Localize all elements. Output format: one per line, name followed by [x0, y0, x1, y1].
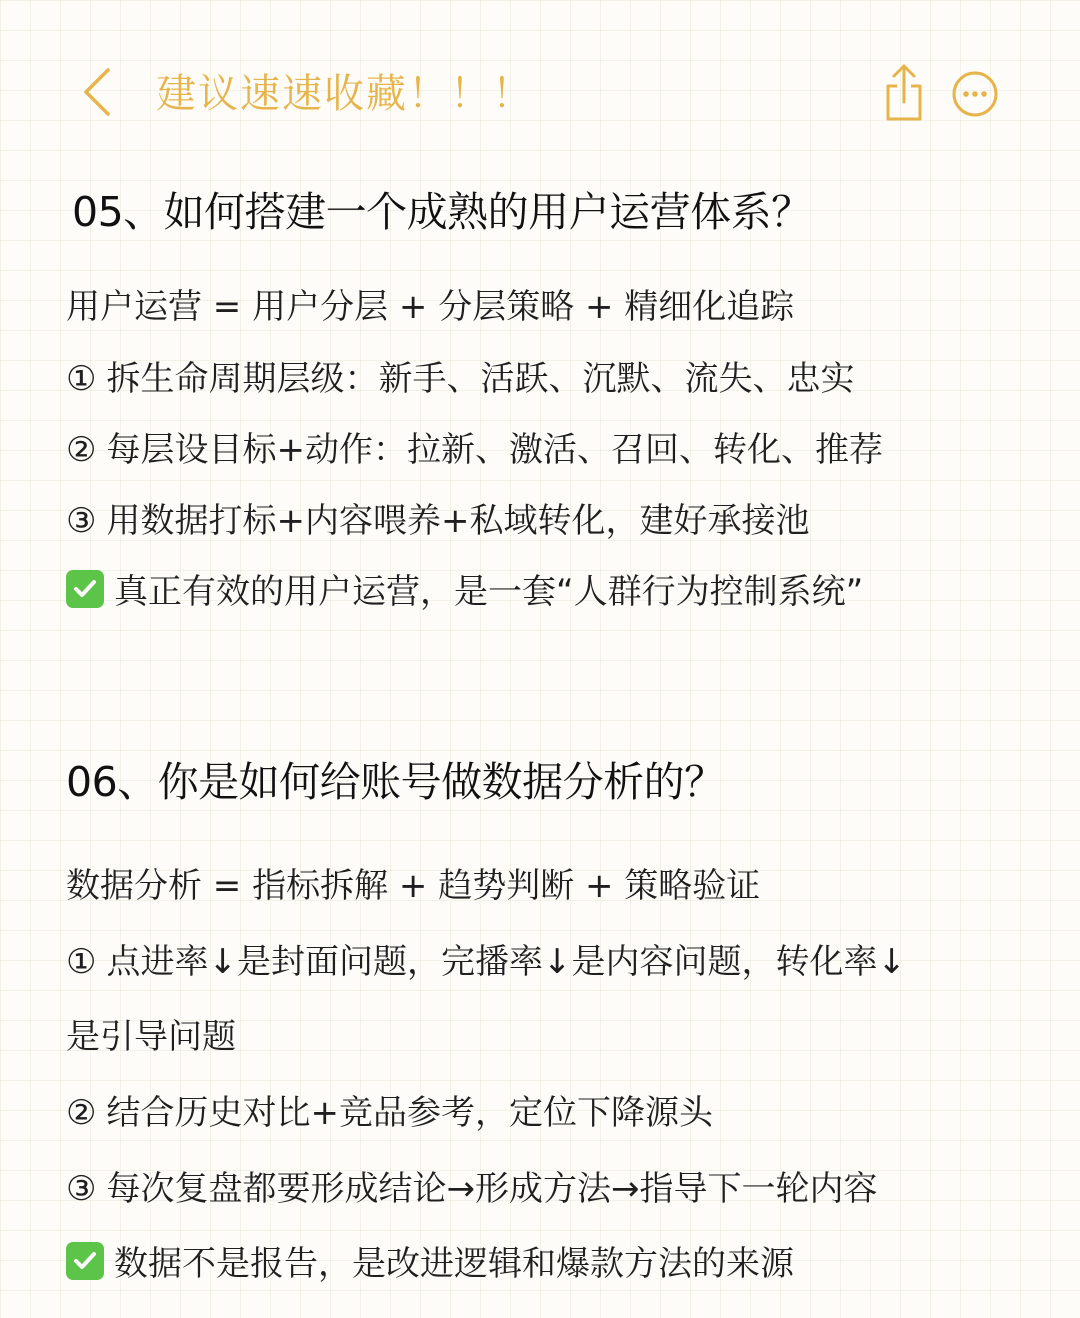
item-number: ③ — [66, 1169, 97, 1209]
section-title-06: 06、你是如何给账号做数据分析的？ — [66, 758, 725, 806]
page-title: 建议速速收藏！！！ — [156, 71, 534, 117]
check-mark-icon — [66, 1242, 104, 1280]
item-text: 结合历史对比+竞品参考，定位下降源头 — [106, 1093, 713, 1133]
section-formula-06: 数据分析 = 指标拆解 + 趋势判断 + 策略验证 — [66, 866, 761, 906]
share-button[interactable] — [880, 62, 928, 124]
share-icon — [880, 62, 928, 124]
section-title-05: 05、如何搭建一个成熟的用户运营体系？ — [72, 188, 812, 236]
item-number: ③ — [66, 501, 97, 541]
conclusion-text: 数据不是报告，是改进逻辑和爆款方法的来源 — [114, 1244, 794, 1284]
list-item — [66, 425, 883, 475]
item-number: ② — [66, 430, 97, 470]
more-options-button[interactable] — [951, 70, 999, 118]
top-navigation-bar — [0, 0, 1080, 190]
section-conclusion-06 — [66, 1239, 794, 1289]
check-mark-icon — [66, 570, 104, 608]
list-item-continuation: 是引导问题 — [66, 1017, 236, 1057]
item-text: 用数据打标+内容喂养+私域转化，建好承接池 — [106, 501, 810, 541]
section-formula-05: 用户运营 = 用户分层 + 分层策略 + 精细化追踪 — [66, 287, 795, 327]
more-horizontal-icon — [951, 70, 999, 118]
item-text: 每层设目标+动作：拉新、激活、召回、转化、推荐 — [106, 430, 883, 470]
list-item — [66, 496, 809, 546]
list-item — [66, 937, 906, 987]
list-item — [66, 354, 854, 404]
back-button[interactable] — [72, 64, 128, 120]
chevron-left-icon — [72, 64, 128, 120]
list-item — [66, 1164, 877, 1214]
item-text: 点进率↓是封面问题，完播率↓是内容问题，转化率↓ — [106, 942, 906, 982]
item-text: 拆生命周期层级：新手、活跃、沉默、流失、忠实 — [106, 359, 855, 399]
item-number: ① — [66, 359, 97, 399]
section-conclusion-05 — [66, 567, 863, 617]
conclusion-text: 真正有效的用户运营，是一套“人群行为控制系统” — [114, 572, 864, 612]
item-number: ① — [66, 942, 97, 982]
list-item — [66, 1088, 713, 1138]
item-text: 每次复盘都要形成结论→形成方法→指导下一轮内容 — [106, 1169, 878, 1209]
item-number: ② — [66, 1093, 97, 1133]
